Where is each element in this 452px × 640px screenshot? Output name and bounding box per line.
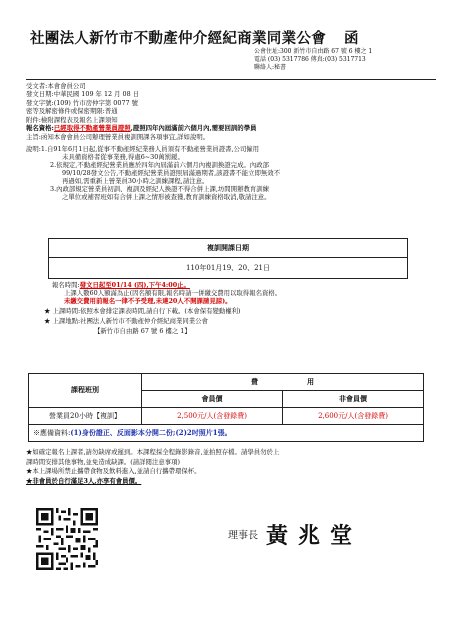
registration-capacity: 上課人數60人額滿為止(因名額有限,報名時請一併繳交費用以取得報名資格。 — [64, 289, 282, 297]
fee-col-fee: 費 用 — [142, 374, 424, 391]
eligibility: 報名資格:已經取得不動產營業員證照,證照四年內屆滿前六個月內,需要回訓的學員 — [26, 124, 257, 133]
explanation-line: 說明:1.自91年6月1日起,從事不動產經紀業務人員須有不動產營業員證書,公司僱用 — [26, 145, 260, 153]
note-food: ★本上課場所禁止攜帶食物及飲料進入,並請自行攜帶環保杯。 — [26, 467, 201, 476]
address: 公會住址:300 新竹市自由路 67 號 6 樓之 1 — [254, 48, 373, 55]
signature-name: 黃兆堂 — [266, 523, 363, 549]
subject: 主旨:函知本會會員公司辦理營業員複訓開課各項事宜,詳如說明。 — [26, 132, 210, 141]
fee-nonmember-price: 2,600元/人(含發錄費) — [283, 408, 424, 425]
explanation-line: 2.依規定,不動產經紀營業員應於四年內屆滿前六個月內複訓換證完成。內政部 — [50, 161, 270, 169]
fee-member-price: 2,500元/人(含發錄費) — [142, 408, 283, 425]
recipient: 受文者:本會會員公司 — [26, 82, 86, 90]
explanation-line: 之單位或補習班如有合併上課之情形被查獲,教育訓練資格取消,敬請注意。 — [62, 193, 271, 201]
issue-date: 發文日期:中華民國 109 年 12 月 08 日 — [26, 90, 140, 99]
explanation-line: 3.內政部規定營業員初訓、複訓及經紀人換證不得合併上課,坊間開辦教育訓練 — [50, 185, 270, 193]
training-dates: 110年01月19、20、21日 — [49, 258, 408, 279]
class-time: ★ 上課時間:依照本會排定課表時間,請自行下載。(本會保有變動權利) — [44, 307, 241, 315]
doc-number: 發文字號:(109) 竹市房仲字第 0077 號 — [26, 98, 138, 107]
training-date-table — [48, 238, 408, 279]
note-attendance: ★如確定報名上課者,請勿缺席或遲到。本課程採全程錄影錄音,並拍照存檔。請學員勿於上 — [26, 448, 280, 456]
fee-course: 營業員20小時【複訓】 — [29, 408, 142, 425]
header-divider — [26, 79, 436, 80]
contact-block — [254, 48, 434, 71]
eligibility-highlight: 已經取得不動產營業員證照 — [53, 124, 131, 133]
qr-code-icon — [36, 508, 98, 570]
fee-required-docs-detail: (1)身份證正、反面影本分開二份;(2)2吋照片1張。 — [70, 427, 232, 437]
fee-table — [28, 373, 424, 442]
attachment: 附件:檢附課程表及報名上課須知 — [26, 115, 118, 124]
document-title: 社團法人新竹市不動產仲介經紀商業同業公會 函 — [30, 30, 359, 47]
registration-period: 報名時間:發文日起至01/14 (四),下午4:00止。 — [52, 281, 190, 289]
notes — [26, 448, 436, 486]
phone: 電話 (03) 5317786 傳真:(03) 5317713 — [254, 55, 366, 63]
fee-col-member: 會員價 — [142, 391, 283, 408]
doc-type: 函 — [344, 30, 359, 47]
explanation-line: 未具備資格者從事業務,得處6~30萬罰鍰。 — [62, 153, 184, 161]
training-header: 複訓開課日期 — [49, 239, 408, 258]
document-meta — [26, 82, 436, 141]
fee-required-docs: ※應備資料:(1)身份證正、反面影本分開二份;(2)2吋照片1張。 — [29, 425, 424, 442]
registration-period-value: 發文日起至01/14 (四),下午4:00止。 — [79, 281, 190, 289]
fee-col-course: 課程班別 — [29, 374, 142, 408]
explanation — [26, 145, 436, 201]
class-address: 【新竹市自由路 67 號 6 樓之 1】 — [94, 327, 191, 335]
explanation-line: 99/10/28發文公告,不動產經紀營業員證照屆滿過期者,該證書不能立即無效不 — [62, 169, 281, 177]
signature — [228, 523, 362, 551]
registration-warning: 未繳交費用前報名一律不予受理,未達20人不開課請見諒)。 — [64, 297, 232, 305]
explanation-line: 再過如,需重新上營業員30小時之訓練課程,請注意。 — [62, 177, 209, 185]
secrecy: 密等及解密條件或保密期限:普通 — [26, 107, 118, 116]
signature-role: 理事長 — [228, 530, 258, 542]
note-attendance-cont: 課時間安排其他事物,並免造成缺課。(請詳閱注意事項) — [26, 457, 181, 466]
registration — [28, 281, 438, 335]
fee-col-nonmember: 非會員價 — [283, 391, 424, 408]
contact-person: 聯絡人:秘書 — [254, 63, 287, 71]
note-nonmember: ★非會員於自行滿足3人,亦享有會員價。 — [26, 476, 142, 485]
class-place: ★ 上課地點:社團法人新竹市不動產仲介經紀商業同業公會 — [44, 317, 208, 325]
